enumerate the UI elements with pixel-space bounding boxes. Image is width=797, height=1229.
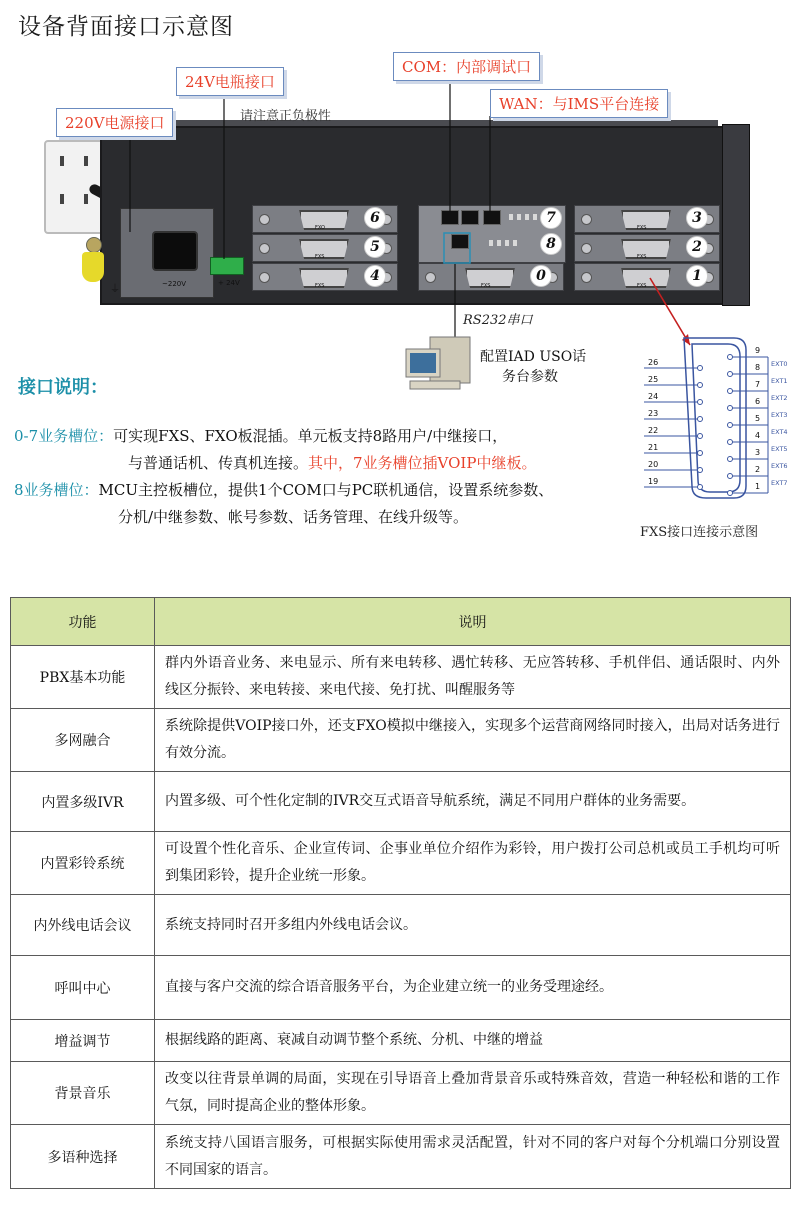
feature-desc: 改变以往背景单调的局面，实现在引导语音上叠加背景音乐或特殊音效，营造一种轻松和谐的工作气氛，同时提高企业的整体形象。 xyxy=(155,1062,791,1125)
fxs-right-pin-label: 5 xyxy=(755,414,761,423)
feature-desc: 系统支持八国语言服务，可根据实际使用需求灵活配置，针对不同的客户对每个分机端口分别设置不同国家的语言。 xyxy=(155,1125,791,1189)
feature-name: 多语种选择 xyxy=(11,1125,155,1189)
fxs-left-pin-label: 23 xyxy=(648,409,659,418)
feature-name: 多网融合 xyxy=(11,709,155,772)
ac-power-label: ~220V xyxy=(162,280,187,288)
fxs-ext-label: EXT3 xyxy=(771,411,788,419)
fxs-left-pin xyxy=(698,485,703,490)
table-row xyxy=(11,1125,791,1189)
slot-number-5: 5 xyxy=(364,236,386,258)
card-slot-4: FXS xyxy=(252,263,398,291)
pc-note-line1: 配置IAD USO话 xyxy=(480,349,587,365)
feature-name: 内外线电话会议 xyxy=(11,895,155,956)
rs232-label: RS232串口 xyxy=(463,313,533,328)
column-header-description: 说明 xyxy=(155,598,791,646)
fxs-right-pin-label: 4 xyxy=(755,431,761,440)
table-row xyxy=(11,956,791,1020)
fxs-ext-label: EXT6 xyxy=(771,462,788,470)
fxs-right-pin xyxy=(728,423,733,428)
fxs-left-pin xyxy=(698,451,703,456)
fxs-right-pin-label: 3 xyxy=(755,448,761,457)
table-row xyxy=(11,646,791,709)
dc-label: + 24V xyxy=(218,279,240,287)
slot-number-4: 4 xyxy=(364,265,386,287)
feature-name: 内置多级IVR xyxy=(11,772,155,832)
feature-table xyxy=(10,597,791,1189)
callout-24v-battery: 24V电瓶接口 xyxy=(176,67,284,96)
callout-com-port: COM：内部调试口 xyxy=(393,52,540,81)
slot-number-3: 3 xyxy=(686,207,708,229)
fxs-right-pin-label: 9 xyxy=(755,346,761,355)
slot-number-7: 7 xyxy=(540,207,562,229)
fxs-left-pin xyxy=(698,417,703,422)
fxs-right-pin-label: 8 xyxy=(755,363,761,372)
slot-0-7-text-2: 与普通话机、传真机连接。 xyxy=(128,454,309,472)
pc-note xyxy=(480,347,586,387)
interface-heading: 接口说明： xyxy=(18,377,108,398)
feature-name: PBX基本功能 xyxy=(11,646,155,709)
table-row xyxy=(11,709,791,772)
fxs-right-pin-label: 7 xyxy=(755,380,761,389)
slot-number-2: 2 xyxy=(686,236,708,258)
fxs-right-pin xyxy=(728,389,733,394)
feature-name: 呼叫中心 xyxy=(11,956,155,1020)
fxs-ext-label: EXT5 xyxy=(771,445,788,453)
fxs-right-pin-label: 2 xyxy=(755,465,761,474)
card-slot-3: FXS xyxy=(574,205,720,233)
fxs-right-pin-label: 1 xyxy=(755,482,761,491)
fxs-ext-label: EXT1 xyxy=(771,377,788,385)
fxs-right-pin xyxy=(728,406,733,411)
callout-220v-power: 220V电源接口 xyxy=(56,108,173,137)
table-row xyxy=(11,1062,791,1125)
feature-desc: 群内外语音业务、来电显示、所有来电转移、遇忙转移、无应答转移、手机伴侣、通话限时、内外线区分振铃、来电转接、来电代接、免打扰、叫醒服务等 xyxy=(155,646,791,709)
feature-desc: 根据线路的距离、衰减自动调节整个系统、分机、中继的增益 xyxy=(155,1020,791,1062)
slot-0-7-text: 可实现FXS、FXO板混插。单元板支持8路用户/中继接口， xyxy=(113,427,508,445)
fxs-diagram-caption: FXS接口连接示意图 xyxy=(640,525,759,540)
fxs-left-pin-label: 25 xyxy=(648,375,659,384)
fxs-left-pin-label: 20 xyxy=(648,460,659,469)
slot-8-prefix: 8业务槽位： xyxy=(14,481,99,499)
fxs-left-pin xyxy=(698,366,703,371)
fxs-left-pin xyxy=(698,400,703,405)
table-header-row xyxy=(11,598,791,646)
fxs-right-pin-label: 6 xyxy=(755,397,761,406)
card-slot-0: FXS xyxy=(418,263,564,291)
feature-desc: 直接与客户交流的综合语音服务平台，为企业建立统一的业务受理途经。 xyxy=(155,956,791,1020)
feature-name: 增益调节 xyxy=(11,1020,155,1062)
slot-number-1: 1 xyxy=(686,265,708,287)
computer-icon xyxy=(404,335,472,393)
table-row xyxy=(11,1020,791,1062)
fxs-left-pin-label: 22 xyxy=(648,426,659,435)
fxs-right-pin xyxy=(728,474,733,479)
slot-7-note: 其中，7业务槽位插VOIP中继板。 xyxy=(308,454,537,472)
card-slot-2: FXS xyxy=(574,234,720,262)
column-header-feature: 功能 xyxy=(11,598,155,646)
fxs-right-pin xyxy=(728,491,733,496)
fxs-right-pin xyxy=(728,372,733,377)
fxs-left-pin xyxy=(698,383,703,388)
feature-desc: 系统支持同时召开多组内外线电话会议。 xyxy=(155,895,791,956)
slot-8-text: MCU主控板槽位，提供1个COM口与PC联机通信，设置系统参数、 xyxy=(98,481,554,499)
fxs-left-pin-label: 21 xyxy=(648,443,659,452)
feature-desc: 内置多级、可个性化定制的IVR交互式语音导航系统，满足不同用户群体的业务需要。 xyxy=(155,772,791,832)
table-row xyxy=(11,832,791,895)
callout-wan-port: WAN：与IMS平台连接 xyxy=(490,89,668,118)
fxs-left-pin-label: 19 xyxy=(648,477,659,486)
slot-8-text-2: 分机/中继参数、帐号参数、话务管理、在线升级等。 xyxy=(118,508,469,526)
ground-icon: ⏚ xyxy=(110,284,120,295)
feature-name: 背景音乐 xyxy=(11,1062,155,1125)
feature-name: 内置彩铃系统 xyxy=(11,832,155,895)
slot-number-6: 6 xyxy=(364,207,386,229)
fxs-ext-label: EXT0 xyxy=(771,360,788,368)
fxs-pin-diagram xyxy=(640,330,790,530)
pc-note-line2: 务台参数 xyxy=(502,369,558,385)
fxs-left-pin xyxy=(698,434,703,439)
polarity-note: 请注意正负极性 xyxy=(240,109,332,124)
card-slot-1: FXS xyxy=(574,263,720,291)
interface-description xyxy=(14,423,644,531)
card-slot-6: FXO xyxy=(252,205,398,233)
fxs-right-pin xyxy=(728,355,733,360)
slot-number-8: 8 xyxy=(540,233,562,255)
fxs-right-pin xyxy=(728,440,733,445)
fxs-ext-label: EXT7 xyxy=(771,479,788,487)
table-row xyxy=(11,772,791,832)
feature-desc: 系统除提供VOIP接口外，还支FXO模拟中继接入，实现多个运营商网络同时接入，出局对话务进行有效分流。 xyxy=(155,709,791,772)
fxs-left-pin-label: 24 xyxy=(648,392,659,401)
table-row xyxy=(11,895,791,956)
fxs-ext-label: EXT2 xyxy=(771,394,788,402)
fxs-left-pin xyxy=(698,468,703,473)
slot-0-7-prefix: 0-7业务槽位： xyxy=(14,427,114,445)
fxs-right-pin xyxy=(728,457,733,462)
card-slot-5: FXS xyxy=(252,234,398,262)
fxs-left-pin-label: 26 xyxy=(648,358,659,367)
page-title: 设备背面接口示意图 xyxy=(18,14,234,40)
feature-desc: 可设置个性化音乐、企业宣传词、企事业单位介绍作为彩铃，用户拨打公司总机或员工手机均可听到集团彩铃，提升企业统一形象。 xyxy=(155,832,791,895)
slot-number-0: 0 xyxy=(530,265,552,287)
fxs-ext-label: EXT4 xyxy=(771,428,788,436)
